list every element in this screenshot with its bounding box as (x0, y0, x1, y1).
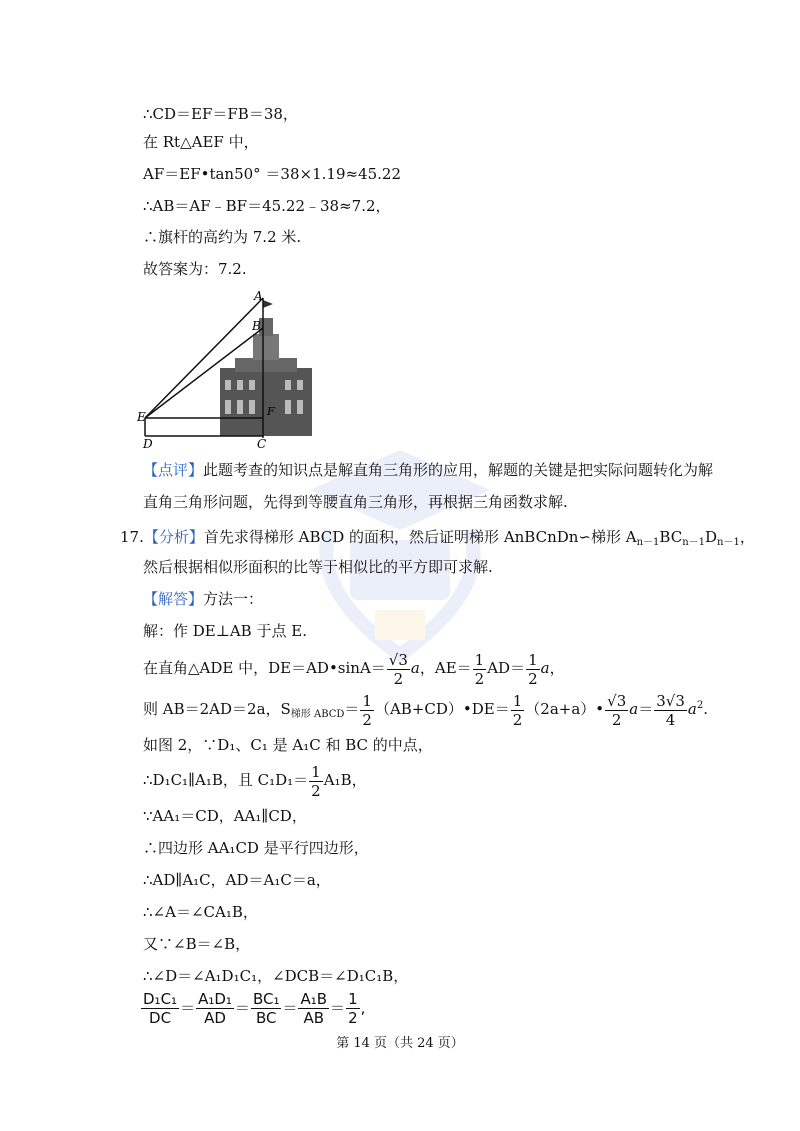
label-f: F (267, 405, 275, 418)
step-similarity-ratios: $\frac{\text{D₁C₁}}{DC}$ ＝ $\frac{\text{A₁D₁}}{AD}$ ＝ $\frac{\text{BC₁}}{BC}$ ＝ $\frac{\text{A₁B}}{AB}$ ＝ $\frac{1}{2}$ , (143, 990, 366, 1027)
step-midpoints: 如图 2，∵D₁、C₁ 是 A₁C 和 BC 的中点， (143, 736, 433, 754)
line-cd-ef-fb: ∴CD＝EF＝FB＝38， (143, 105, 298, 123)
comment-line-2: 直角三角形问题，先得到等腰直角三角形，再根据三角函数求解. (143, 493, 568, 511)
step-trapezoid-area: 则 AB＝2AD＝2a，$S_{梯形 ABCD}=$ $\frac{1}{2}$ （AB+CD）•DE＝ $\frac{1}{2}$ （2a+a）• $\frac{√3}{2}$ a＝ $\frac{3√3}{4}$ $a^2$. (143, 691, 708, 729)
label-b: B (252, 319, 261, 333)
q17-analysis-line-1: 17.【分析】首先求得梯形 ABCD 的面积，然后证明梯形 AnBCnDn∽梯形 $A_{n-1}BC_{n-1}D_{n-1}$， (120, 528, 755, 548)
line-in-rt-aef: 在 Rt△AEF 中， (143, 133, 259, 151)
label-e: E (137, 410, 146, 424)
q17-answer-line: 【解答】方法一： (143, 590, 264, 608)
step-right-triangle-ade: 在直角△ADE 中，DE＝AD•sinA＝ $\frac{√3}{2}$ a，AE＝ $\frac{1}{2}$ AD＝ $\frac{1}{2}$ a， (143, 650, 565, 688)
answer-tag: 【解答】 (143, 590, 204, 608)
line-flagpole-height: ∴旗杆的高约为 7.2 米. (143, 228, 302, 246)
label-c: C (257, 437, 267, 451)
step-construct-de: 解：作 DE⊥AB 于点 E. (143, 622, 307, 640)
comment-tag: 【点评】 (143, 461, 204, 479)
q17-number: 17. (120, 528, 144, 546)
step-angle-a: ∴∠A＝∠CA₁B， (143, 903, 258, 921)
line-ab-calc: ∴AB＝AF﹣BF＝45.22﹣38≈7.2， (143, 197, 391, 215)
analysis-tag: 【分析】 (143, 528, 204, 546)
flagpole-figure (135, 288, 325, 453)
line-af-calc: AF＝EF•tan50° ＝38×1.19≈45.22 (143, 165, 401, 183)
step-parallelogram: ∴四边形 AA₁CD 是平行四边形， (143, 839, 369, 857)
step-angle-b: 又∵∠B＝∠B， (143, 935, 251, 953)
step-d1c1-parallel: ∴D₁C₁∥A₁B，且 C₁D₁＝ $\frac{1}{2}$ A₁B， (143, 762, 367, 800)
line-answer: 故答案为：7.2. (143, 260, 247, 278)
step-aa1-cd: ∵AA₁＝CD，AA₁∥CD， (143, 807, 307, 825)
label-d: D (143, 437, 153, 451)
step-angle-d: ∴∠D＝∠A₁D₁C₁，∠DCB＝∠D₁C₁B， (143, 967, 409, 985)
step-ad-parallel: ∴AD∥A₁C，AD＝A₁C＝a， (143, 871, 331, 889)
q17-analysis-line-2: 然后根据相似形面积的比等于相似比的平方即可求解. (143, 558, 493, 576)
page-footer: 第 14 页（共 24 页） (336, 1036, 464, 1051)
label-a: A (254, 289, 263, 303)
comment-line-1: 【点评】此题考查的知识点是解直角三角形的应用，解题的关键是把实际问题转化为解 (143, 461, 714, 479)
